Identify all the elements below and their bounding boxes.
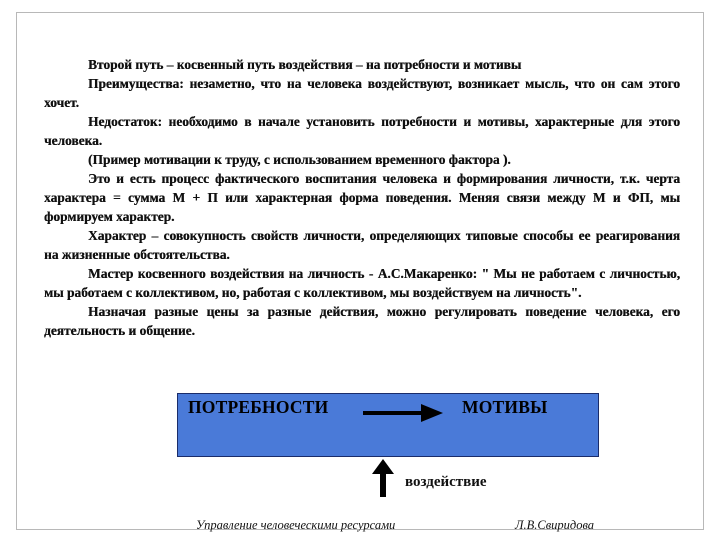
needs-motives-box (177, 393, 599, 457)
main-text (44, 55, 680, 340)
footer-author: Л.В.Свиридова (515, 518, 595, 532)
motives-label: МОТИВЫ (462, 397, 548, 417)
up-arrow-icon (370, 458, 396, 498)
right-arrow-icon (361, 403, 445, 423)
paragraph-prices: Назначая разные цены за разные действия, можно регулировать поведение человека, его деятельность и общение. (44, 304, 680, 338)
paragraph-character: Характер – совокупность свойств личности, определяющих типовые способы ее реагирования на жизненные обстоятельства. (44, 228, 680, 262)
influence-label: воздействие (405, 474, 487, 490)
paragraph-advantages: Преимущества: незаметно, что на человека воздействуют, возникает мысль, что он сам этого хочет. (44, 76, 680, 110)
paragraph-makarenko: Мастер косвенного воздействия на личность - А.С.Макаренко: " Мы не работаем с личностью, мы работаем с коллективом, но, работая с коллективом, мы воздействуем на личность". (44, 266, 680, 300)
paragraph-second-way: Второй путь – косвенный путь воздействия – на потребности и мотивы (88, 57, 522, 72)
footer-course-title: Управление человеческими ресурсами (196, 518, 396, 532)
paragraph-example: (Пример мотивации к труду, с использованием временного фактора ). (88, 152, 511, 167)
paragraph-disadvantage: Недостаток: необходимо в начале установить потребности и мотивы, характерные для этого человека. (44, 114, 680, 148)
needs-label: ПОТРЕБНОСТИ (188, 397, 329, 417)
paragraph-upbringing: Это и есть процесс фактического воспитания человека и формирования личности, т.к. черта характера = сумма М + П или характерная форма поведения. Меняя связи между М и ФП, мы формируем характер. (44, 171, 680, 224)
